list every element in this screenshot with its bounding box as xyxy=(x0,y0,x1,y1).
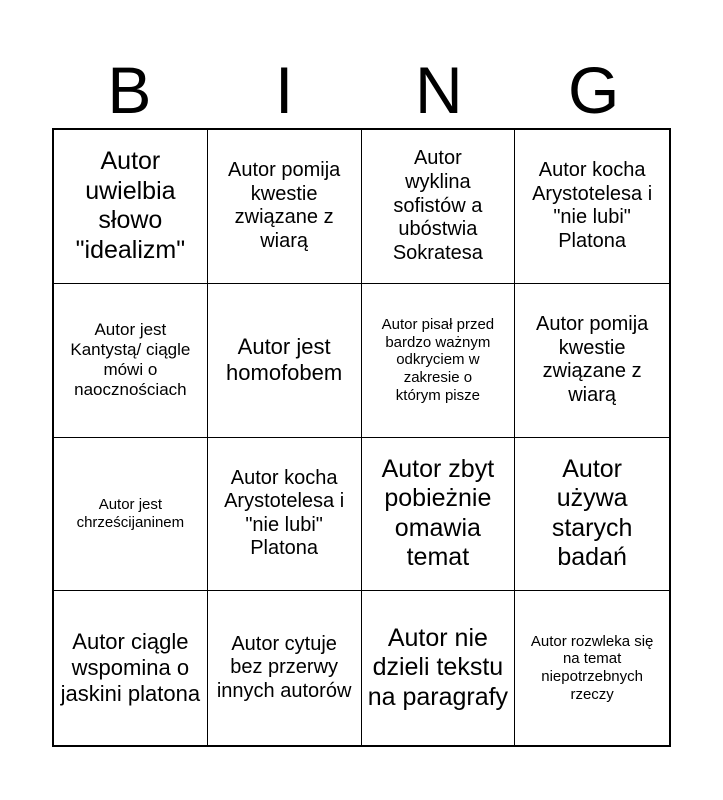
cell-label: Autor cytuje bez przerwy innych autorów xyxy=(216,632,352,702)
cell-label: Autor rozwleka się na temat niepotrzebnych rzeczy xyxy=(530,632,654,703)
bingo-cell[interactable] xyxy=(515,284,669,438)
bingo-cell[interactable] xyxy=(208,591,362,745)
bingo-cell[interactable] xyxy=(362,284,516,438)
cell-label: Autor używa starych badań xyxy=(551,454,633,572)
bingo-cell[interactable] xyxy=(362,438,516,592)
bingo-cell[interactable] xyxy=(54,438,208,592)
cell-label: Autor wyklina sofistów a ubóstwia Sokratesa xyxy=(392,147,483,264)
cell-label: Autor ciągle wspomina o jaskini platona xyxy=(60,629,201,707)
bingo-cell[interactable] xyxy=(208,284,362,438)
bingo-cell[interactable] xyxy=(515,438,669,592)
cell-label: Autor uwielbia słowo "idealizm" xyxy=(75,147,186,264)
cell-label: Autor jest Kantystą/ ciągle mówi o naocznościach xyxy=(70,320,191,400)
cell-label: Autor pomija kwestie związane z wiarą xyxy=(535,312,649,406)
header-letter-b: B xyxy=(107,53,152,127)
bingo-cell[interactable] xyxy=(208,130,362,284)
bingo-cell[interactable] xyxy=(54,284,208,438)
bingo-cell[interactable] xyxy=(515,130,669,284)
bingo-cell[interactable] xyxy=(54,591,208,745)
cell-label: Autor zbyt pobieżnie omawia temat xyxy=(381,454,495,572)
bingo-board xyxy=(52,128,671,747)
header-letter-n: N xyxy=(415,53,463,127)
cell-label: Autor pisał przed bardzo ważnym odkryciem w zakresie o którym pisze xyxy=(381,315,495,404)
bingo-cell[interactable] xyxy=(362,591,516,745)
cell-label: Autor kocha Arystotelesa i "nie lubi" Platona xyxy=(532,159,653,252)
bingo-cell[interactable] xyxy=(362,130,516,284)
cell-label: Autor kocha Arystotelesa i "nie lubi" Platona xyxy=(224,466,345,560)
cell-label: Autor nie dzieli tekstu na paragrafy xyxy=(367,623,509,711)
bingo-cell[interactable] xyxy=(54,130,208,284)
cell-label: Autor jest homofobem xyxy=(226,334,343,386)
bingo-header xyxy=(52,52,671,128)
header-letter-g: G xyxy=(567,53,620,127)
bingo-cell[interactable] xyxy=(208,438,362,592)
header-letter-i: I xyxy=(274,53,294,127)
bingo-cell[interactable] xyxy=(515,591,669,745)
cell-label: Autor pomija kwestie związane z wiarą xyxy=(227,159,341,252)
cell-label: Autor jest chrześcijaninem xyxy=(76,496,185,531)
